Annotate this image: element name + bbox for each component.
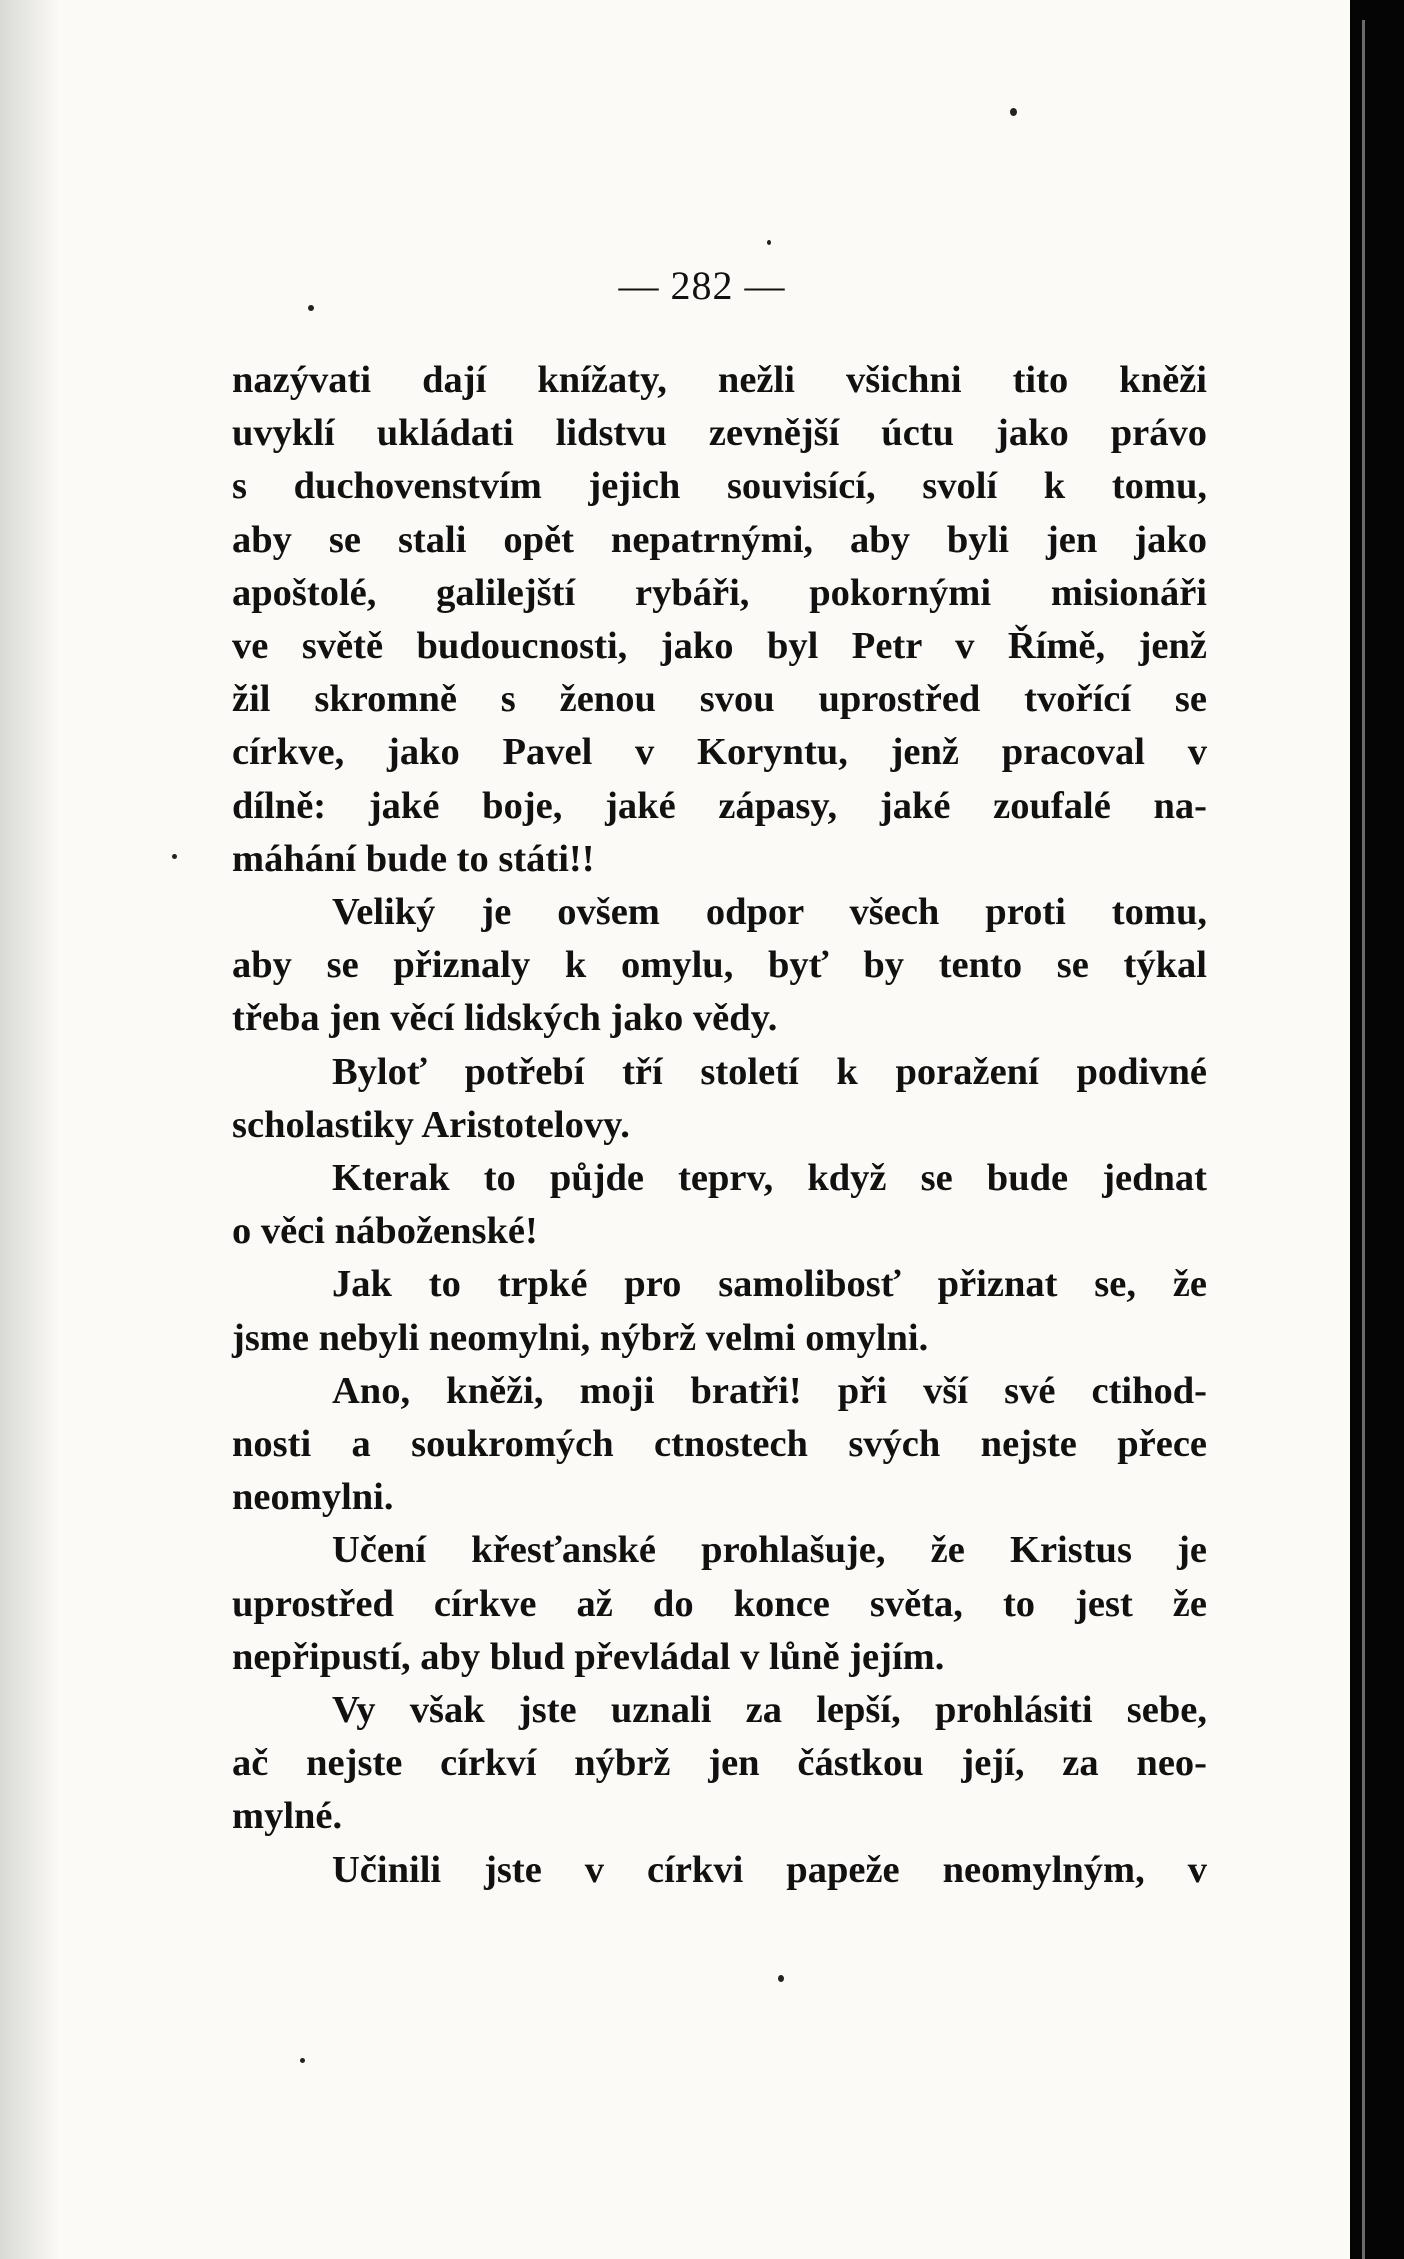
page-number: — 282 —	[618, 263, 786, 308]
text-line: dílně: jaké boje, jaké zápasy, jaké zoufalé na-	[232, 784, 1207, 827]
text-line: ve světě budoucnosti, jako byl Petr v Římě, jenž	[232, 625, 1207, 668]
text-line: apoštolé, galilejští rybáři, pokornými misionáři	[232, 571, 1207, 614]
text-line: třeba jen věcí lidských jako vědy.	[232, 997, 778, 1040]
text-line: Vy však jste uznali za lepší, prohlásiti sebe,	[332, 1689, 1207, 1732]
text-line: jsme nebyli neomylni, nýbrž velmi omylni.	[232, 1316, 929, 1359]
text-line: nazývati dají knížaty, nežli všichni tito kněži	[232, 359, 1207, 401]
body-text	[232, 354, 1207, 1897]
ink-speck	[1010, 108, 1017, 116]
text-line: Učení křesťanské prohlašuje, že Kristus je	[332, 1529, 1207, 1572]
text-line: s duchovenstvím jejich souvisící, svolí k tomu,	[232, 465, 1207, 508]
text-line: Jak to trpké pro samolibosť přiznat se, že	[332, 1263, 1207, 1306]
text-line: církve, jako Pavel v Koryntu, jenž pracoval v	[232, 731, 1207, 774]
text-line: máhání bude to státi!!	[232, 837, 595, 880]
text-line: neomylni.	[232, 1476, 394, 1519]
text-line: Byloť potřebí tří století k poražení podivné	[332, 1050, 1207, 1093]
text-line: žil skromně s ženou svou uprostřed tvořící se	[232, 678, 1207, 721]
text-line: nepřipustí, aby blud převládal v lůně jejím.	[232, 1635, 945, 1678]
text-line: uprostřed církve až do konce světa, to jest že	[232, 1582, 1207, 1625]
ink-speck	[172, 854, 177, 859]
text-line: uvyklí ukládati lidstvu zevnější úctu jako právo	[232, 412, 1207, 455]
text-line: ač nejste církví nýbrž jen částkou její, za neo-	[232, 1742, 1207, 1785]
ink-speck	[767, 240, 771, 245]
text-line: Ano, kněži, moji bratři! při vší své ctihod-	[332, 1369, 1207, 1412]
ink-speck	[300, 2058, 305, 2063]
text-line: Učinili jste v církvi papeže neomylným, v	[332, 1848, 1207, 1891]
text-line: aby se přiznaly k omylu, byť by tento se týkal	[232, 944, 1207, 987]
ink-speck	[308, 305, 314, 311]
page-edge-line	[1362, 20, 1365, 2259]
text-line: aby se stali opět nepatrnými, aby byli jen jako	[232, 518, 1207, 561]
text-line: nosti a soukromých ctnostech svých nejste přece	[232, 1423, 1207, 1466]
text-line: Kterak to půjde teprv, když se bude jednat	[332, 1157, 1207, 1200]
text-line: mylné.	[232, 1795, 343, 1838]
page-edge-shadow	[1350, 0, 1404, 2259]
ink-speck	[778, 1975, 784, 1982]
text-line: o věci náboženské!	[232, 1210, 538, 1253]
text-line: Veliký je ovšem odpor všech proti tomu,	[332, 891, 1207, 934]
text-line: scholastiky Aristotelovy.	[232, 1103, 630, 1146]
